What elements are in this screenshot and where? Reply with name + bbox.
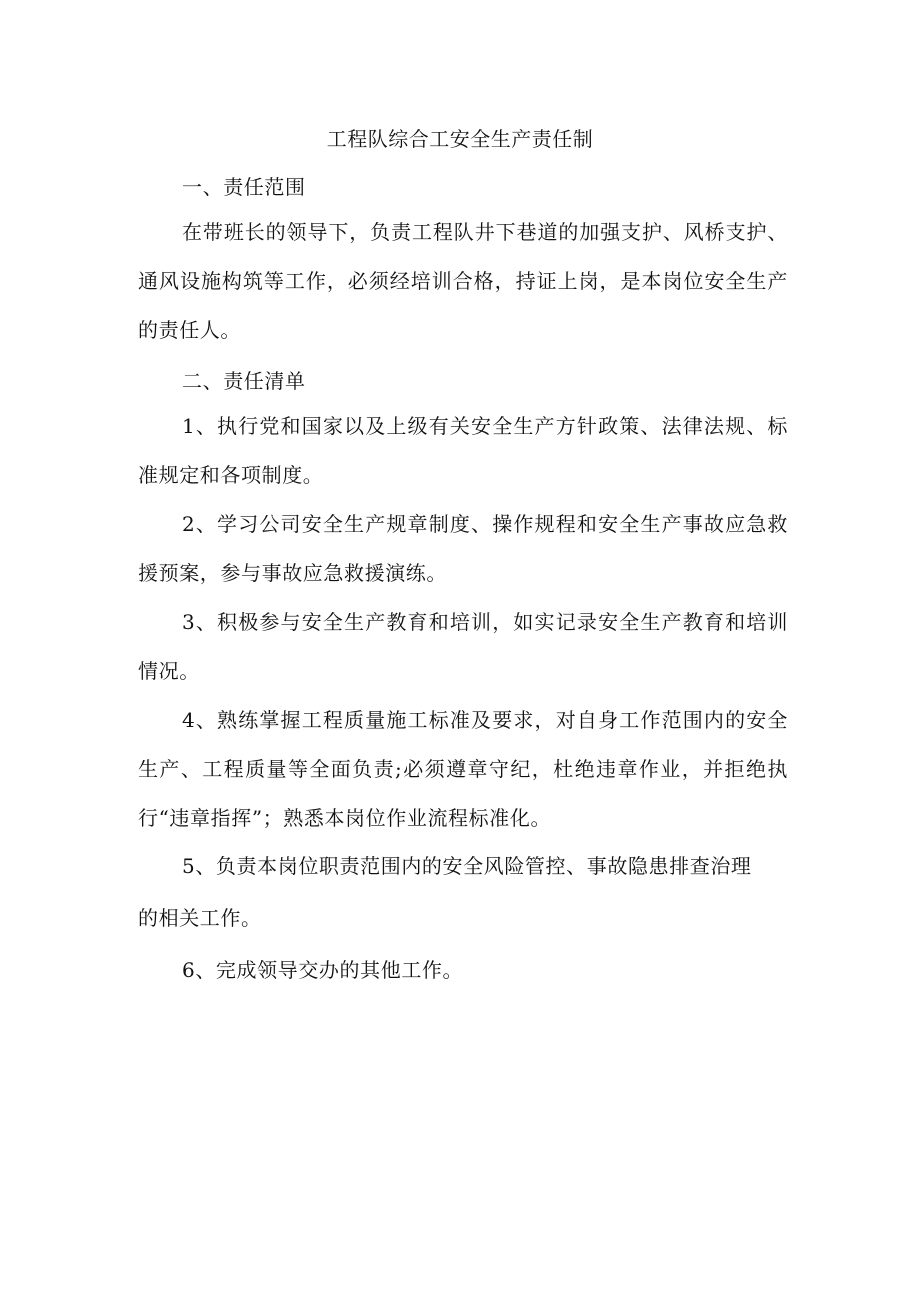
list-item-4: 4、熟练掌握工程质量施工标准及要求，对自身工作范围内的安全生产、工程质量等全面负责;必须遵章守纪，杜绝违章作业，并拒绝执行“违章指挥”；熟悉本岗位作业流程标准化。 (138, 708, 788, 830)
list-item-2: 2、学习公司安全生产规章制度、操作规程和安全生产事故应急救援预案，参与事故应急救援演练。 (138, 512, 788, 585)
scope-paragraph: 在带班长的领导下，负责工程队井下巷道的加强支护、风桥支护、通风设施构筑等工作，必须经培训合格，持证上岗，是本岗位安全生产的责任人。 (138, 220, 788, 342)
document-title: 工程队综合工安全生产责任制 (326, 127, 594, 151)
section-heading-scope: 一、责任范围 (182, 175, 306, 199)
list-item-5-line-1: 5、负责本岗位职责范围内的安全风险管控、事故隐患排查治理 (182, 854, 752, 878)
section-heading-list: 二、责任清单 (182, 369, 306, 393)
list-item-6: 6、完成领导交办的其他工作。 (182, 958, 464, 982)
list-item-5-line-2: 的相关工作。 (138, 906, 262, 930)
list-item-1: 1、执行党和国家以及上级有关安全生产方针政策、法律法规、标准规定和各项制度。 (138, 414, 788, 487)
list-item-3: 3、积极参与安全生产教育和培训，如实记录安全生产教育和培训情况。 (138, 610, 788, 683)
